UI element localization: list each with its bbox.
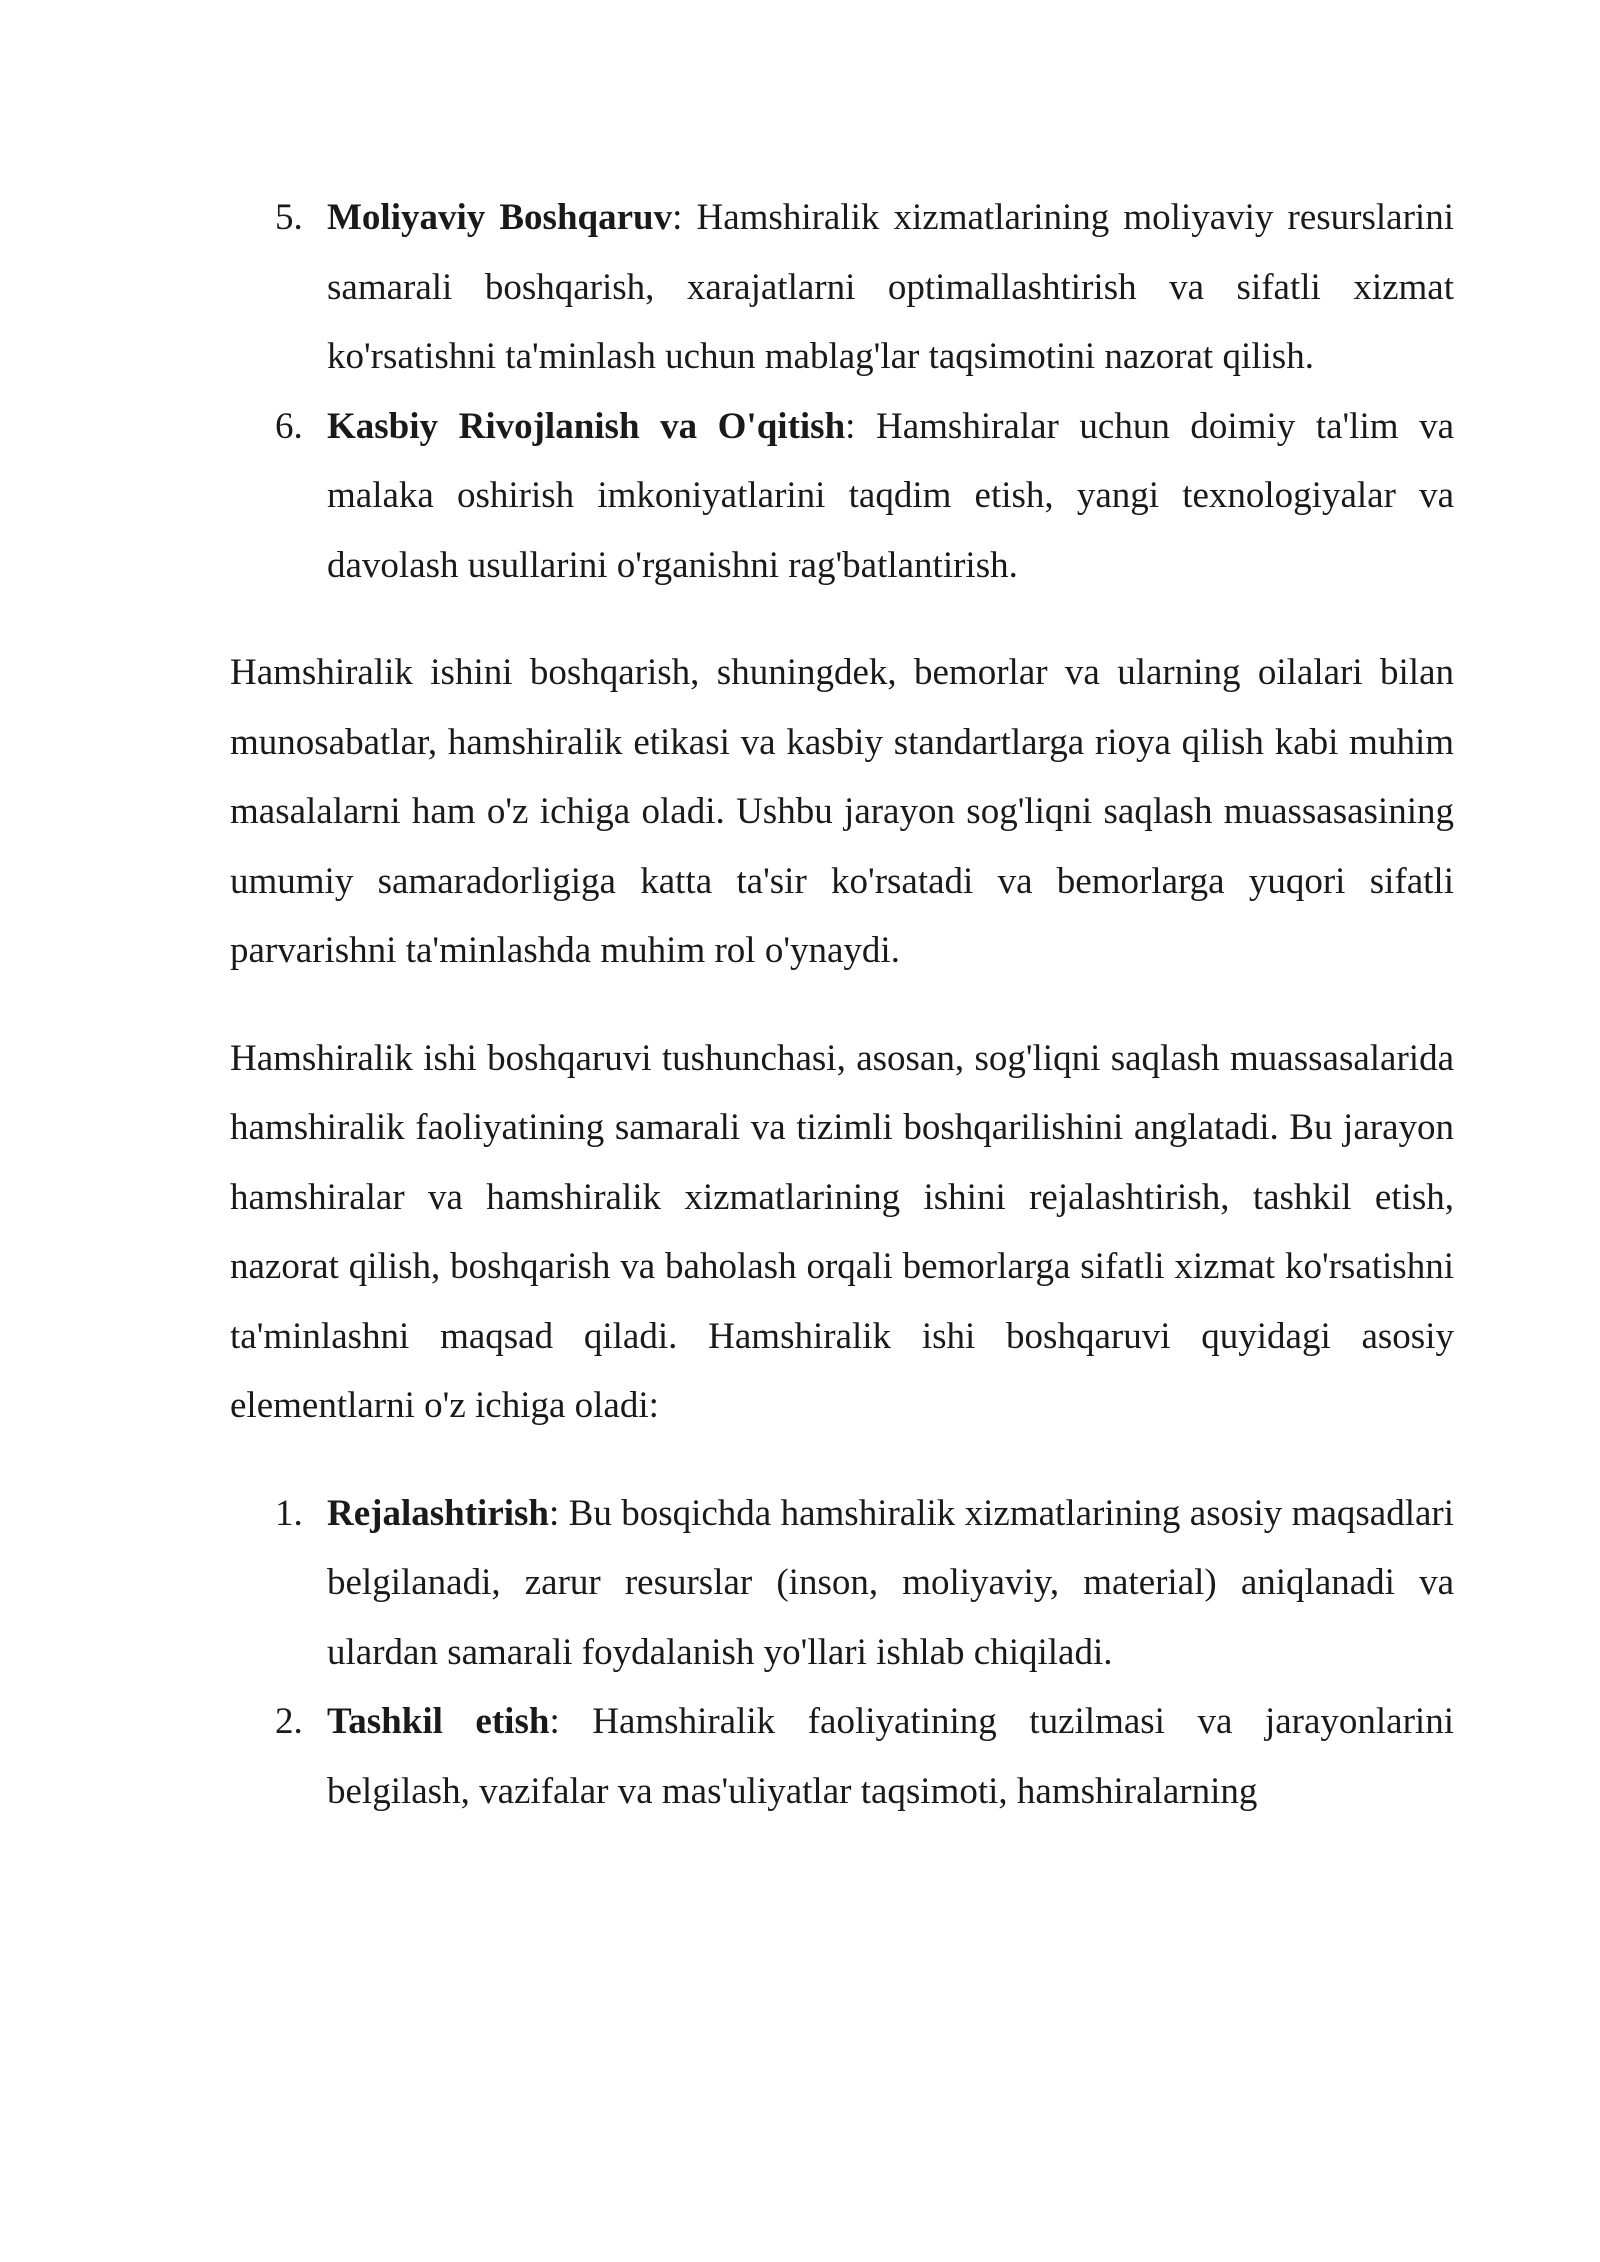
list-item — [230, 1687, 1454, 1826]
list-item-text: Hamshiralik faoliyatining tuzilmasi va jarayonlarini belgilash, vazifalar va mas'uliyatlar taqsimoti, hamshiralarning — [327, 1701, 1454, 1812]
list-item — [230, 392, 1454, 601]
body-paragraph: Hamshiralik ishi boshqaruvi tushunchasi, asosan, sog'liqni saqlash muassasalarida hamshiralik faoliyatining samarali va tizimli boshqarilishini anglatadi. Bu jarayon hamshiralar va hamshiralik xizmatlarining ishini rejalashtirish, tashkil etish, nazorat qilish, boshqarish va baholash orqali bemorlarga sifatli xizmat ko'rsatishni ta'minlashni maqsad qiladi. Hamshiralik ishi boshqaruvi quyidagi asosiy elementlarni o'z ichiga oladi: — [230, 1037, 1454, 1426]
numbered-list-top — [230, 183, 1454, 600]
list-item-separator: : — [845, 405, 856, 447]
body-paragraph: Hamshiralik ishini boshqarish, shuningdek, bemorlar va ularning oilalari bilan munosabatlar, hamshiralik etikasi va kasbiy standartlarga rioya qilish kabi muhim masalalarni ham o'z ichiga oladi. Ushbu jarayon sog'liqni saqlash muassasasining umumiy samaradorligiga katta ta'sir ko'rsatadi va bemorlarga yuqori sifatli parvarishni ta'minlashda muhim rol o'ynaydi. — [230, 652, 1454, 971]
list-item-separator: : — [672, 197, 683, 238]
list-item-term: Tashkil etish — [327, 1701, 550, 1742]
list-item-separator: : — [549, 1701, 560, 1742]
list-item-number: 2. — [275, 1701, 303, 1742]
list-item — [230, 1479, 1454, 1688]
list-item-number: 6. — [275, 405, 303, 447]
list-item-term: Kasbiy Rivojlanish va O'qitish — [327, 405, 846, 447]
list-item-text: Hamshiralar uchun doimiy ta'lim va malaka oshirish imkoniyatlarini taqdim etish, yangi texnologiyalar va davolash usullarini o'rganishni rag'batlantirish. — [327, 405, 1455, 586]
list-item-term: Moliyaviy Boshqaruv — [327, 197, 673, 238]
list-item — [230, 183, 1454, 392]
list-item-text: Bu bosqichda hamshiralik xizmatlarining asosiy maqsadlari belgilanadi, zarur resurslar (inson, moliyaviy, material) aniqlanadi va ulardan samarali foydalanish yo'llari ishlab chiqiladi. — [327, 1492, 1454, 1673]
numbered-list-bottom — [230, 1479, 1454, 1827]
list-item-term: Rejalashtirish — [327, 1492, 549, 1534]
list-item-separator: : — [549, 1492, 560, 1534]
list-item-text: Hamshiralik xizmatlarining moliyaviy resurslarini samarali boshqarish, xarajatlarni optimallashtirish va sifatli xizmat ko'rsatishni ta'minlash uchun mablag'lar taqsimotini nazorat qilish. — [327, 197, 1454, 377]
list-item-number: 5. — [275, 197, 303, 238]
list-item-number: 1. — [275, 1492, 303, 1534]
document-page — [230, 183, 1454, 1826]
